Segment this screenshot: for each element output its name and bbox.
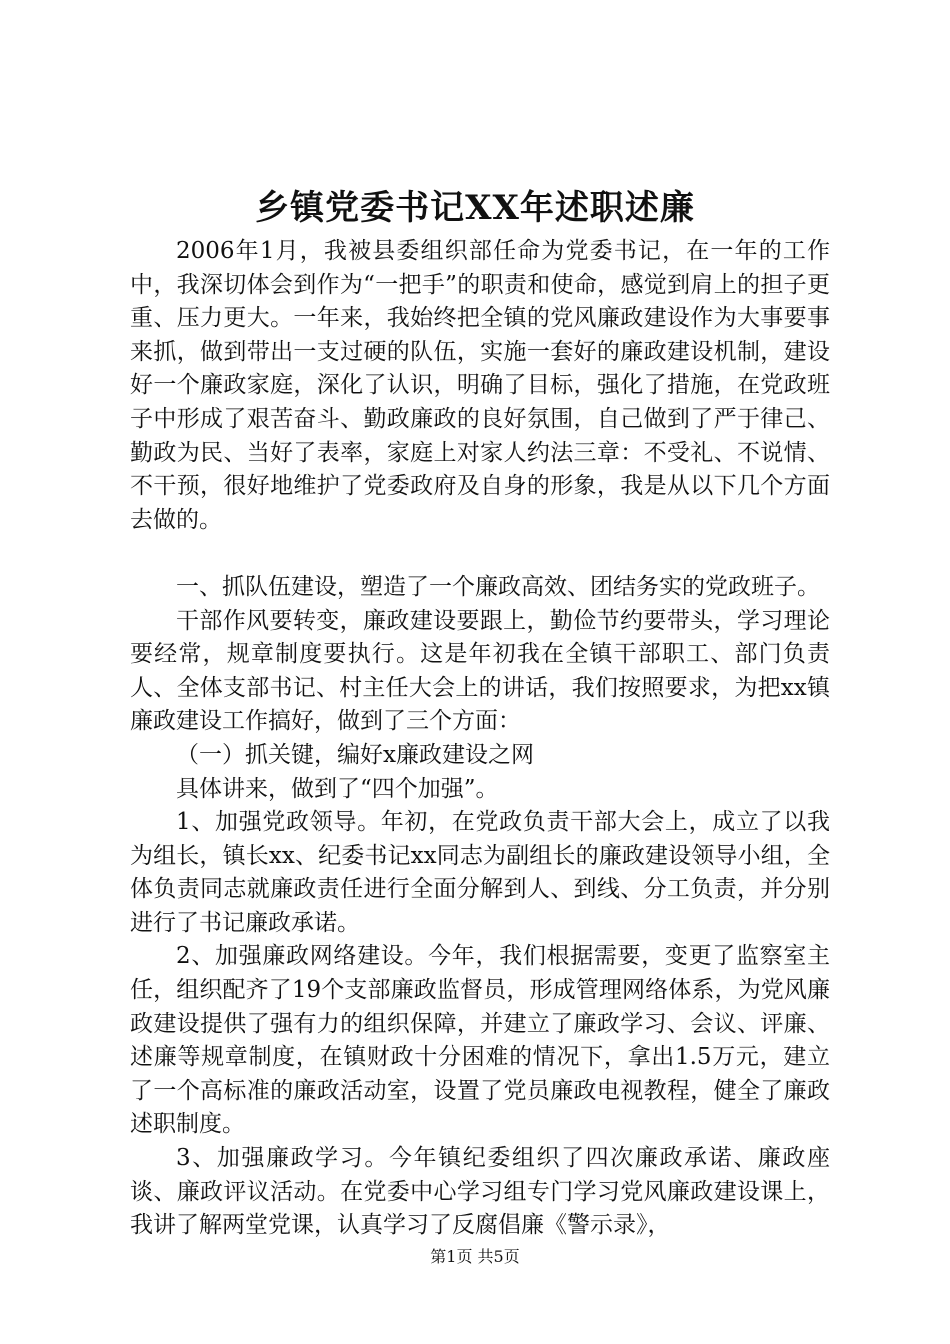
paragraph-item-2: 2、加强廉政网络建设。今年，我们根据需要，变更了监察室主任，组织配齐了19个支部廉政监督员，形成管理网络体系，为党风廉政建设提供了强有力的组织保障，并建立了廉政学习、会议、评廉、述廉等规章制度，在镇财政十分困难的情况下，拿出1.5万元，建立了一个高标准的廉政活动室，设置了党员廉政电视教程，健全了廉政述职制度。 xyxy=(130,943,830,1138)
paragraph-item-3: 3、加强廉政学习。今年镇纪委组织了四次廉政承诺、廉政座谈、廉政评议活动。在党委中心学习组专门学习党风廉政建设课上，我讲了解两堂党课，认真学习了反腐倡廉《警示录》， xyxy=(130,1145,830,1239)
paragraph-four-strengthens: 具体讲来，做到了“四个加强”。 xyxy=(176,775,499,802)
document-title: 乡镇党委书记XX年述职述廉 xyxy=(255,188,695,228)
subsection-heading-1: （一）抓关键，编好x廉政建设之网 xyxy=(176,741,534,768)
paragraph-item-1: 1、加强党政领导。年初，在党政负责干部大会上，成立了以我为组长，镇长xx、纪委书记xx同志为副组长的廉政建设领导小组，全体负责同志就廉政责任进行全面分解到人、到线、分工负责，并分别进行了书记廉政承诺。 xyxy=(130,809,830,936)
section-heading-1: 一、抓队伍建设，塑造了一个廉政高效、团结务实的党政班子。 xyxy=(176,573,820,600)
paragraph-intro: 2006年1月，我被县委组织部任命为党委书记，在一年的工作中，我深切体会到作为“一把手”的职责和使命，感觉到肩上的担子更重、压力更大。一年来，我始终把全镇的党风廉政建设作为大事要事来抓，做到带出一支过硬的队伍，实施一套好的廉政建设机制，建设好一个廉政家庭，深化了认识，明确了目标，强化了措施，在党政班子中形成了艰苦奋斗、勤政廉政的良好氛围，自己做到了严于律己、勤政为民、当好了表率，家庭上对家人约法三章：不受礼、不说情、不干预，很好地维护了党委政府及自身的形象，我是从以下几个方面去做的。 xyxy=(130,238,830,533)
paragraph-speech: 干部作风要转变，廉政建设要跟上，勤俭节约要带头，学习理论要经常，规章制度要执行。这是年初我在全镇干部职工、部门负责人、全体支部书记、村主任大会上的讲话，我们按照要求，为把xx镇廉政建设工作搞好，做到了三个方面： xyxy=(130,607,830,735)
document-body xyxy=(130,235,830,1243)
page-number-footer: 第1页 共5页 xyxy=(430,1247,520,1266)
